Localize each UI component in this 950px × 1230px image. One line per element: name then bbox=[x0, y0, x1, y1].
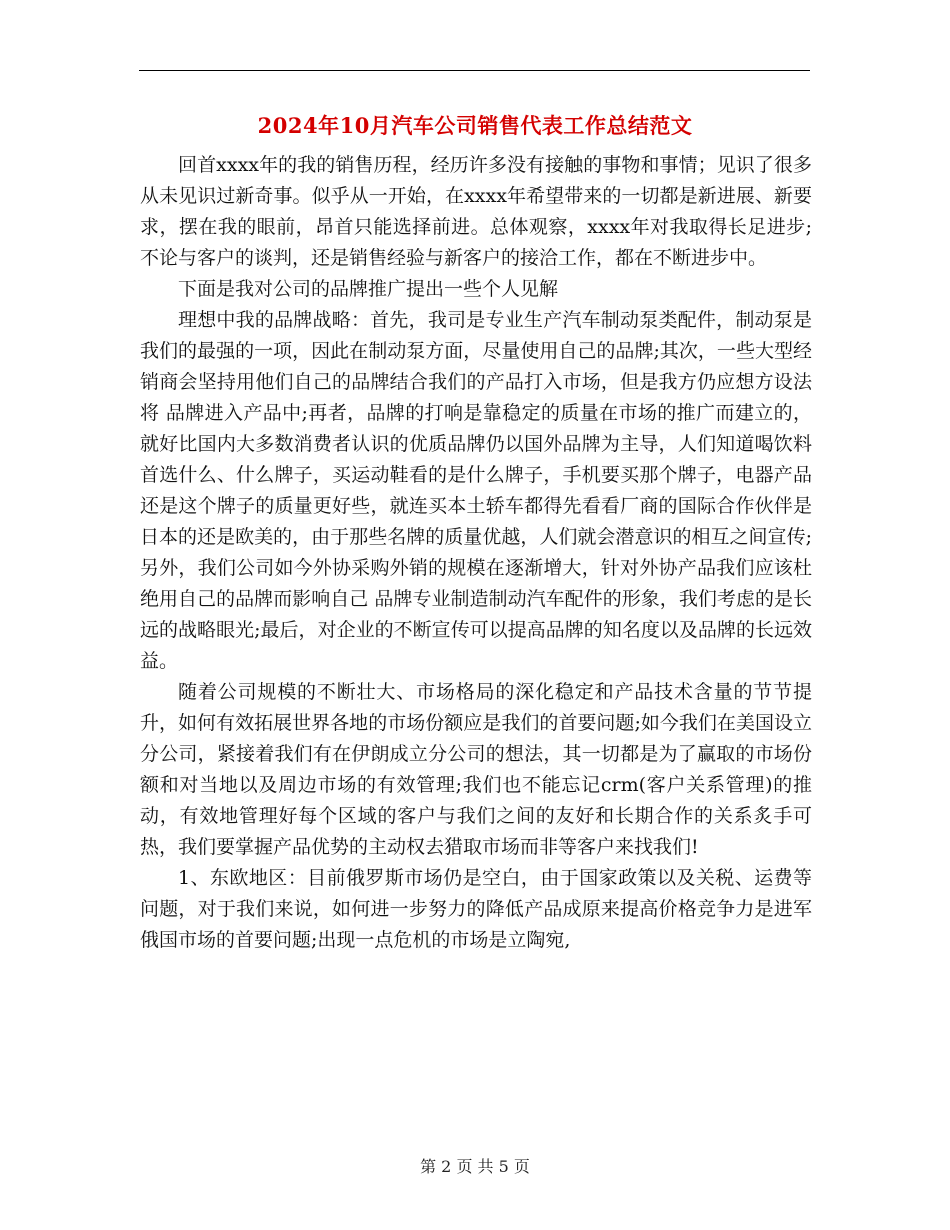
paragraph-market-expansion: 随着公司规模的不断壮大、市场格局的深化稳定和产品技术含量的节节提升，如何有效拓展世界各地的市场份额应是我们的首要问题;如今我们在美国设立分公司，紧接着我们有在伊朗成立分公司的想法，其一切都是为了赢取的市场份额和对当地以及周边市场的有效管理;我们也不能忘记crm(客户关系管理)的推动，有效地管理好每个区域的客户与我们之间的友好和长期合作的关系炙手可热，我们要掌握产品优势的主动权去猎取市场而非等客户来找我们! bbox=[140, 681, 812, 858]
paragraph-intro: 回首xxxx年的我的销售历程，经历许多没有接触的事物和事情；见识了很多从未见识过新奇事。似乎从一开始，在xxxx年希望带来的一切都是新进展、新要求，摆在我的眼前，昂首只能选择前进。总体观察，xxxx年对我取得长足进步;不论与客户的谈判，还是销售经验与新客户的接洽工作，都在不断进步中。 bbox=[140, 154, 812, 269]
paragraph-brand-intro: 下面是我对公司的品牌推广提出一些个人见解 bbox=[178, 278, 559, 300]
paragraph-eastern-europe: 1、东欧地区：目前俄罗斯市场仍是空白，由于国家政策以及关税、运费等问题，对于我们来说，如何进一步努力的降低产品成原来提高价格竞争力是进军俄国市场的首要问题;出现一点危机的市场是立陶宛, bbox=[140, 867, 812, 951]
document-body bbox=[140, 150, 812, 956]
page-number: 第 2 页 共 5 页 bbox=[420, 1157, 530, 1176]
paragraph-brand-strategy: 理想中我的品牌战略：首先，我司是专业生产汽车制动泵类配件，制动泵是我们的最强的一项，因此在制动泵方面，尽量使用自己的品牌;其次，一些大型经销商会坚持用他们自己的品牌结合我们的产品打入市场，但是我方仍应想方设法将 品牌进入产品中;再者，品牌的打响是靠稳定的质量在市场的推广而建立的，就好比国内大多数消费者认识的优质品牌仍以国外品牌为主导，人们知道喝饮料首选什么、什么牌子，买运动鞋看的是什么牌子，手机要买那个牌子，电器产品还是这个牌子的质量更好些，就连买本土轿车都得先看看厂商的国际合作伙伴是日本的还是欧美的，由于那些名牌的质量优越，人们就会潜意识的相互之间宣传;另外，我们公司如今外协采购外销的规模在逐渐增大，针对外协产品我们应该杜绝用自己的品牌而影响自己 品牌专业制造制动汽车配件的形象，我们考虑的是长远的战略眼光;最后，对企业的不断宣传可以提高品牌的知名度以及品牌的长远效益。 bbox=[140, 309, 812, 672]
document-title: 2024年10月汽车公司销售代表工作总结范文 bbox=[257, 113, 693, 138]
header-rule bbox=[139, 70, 810, 71]
